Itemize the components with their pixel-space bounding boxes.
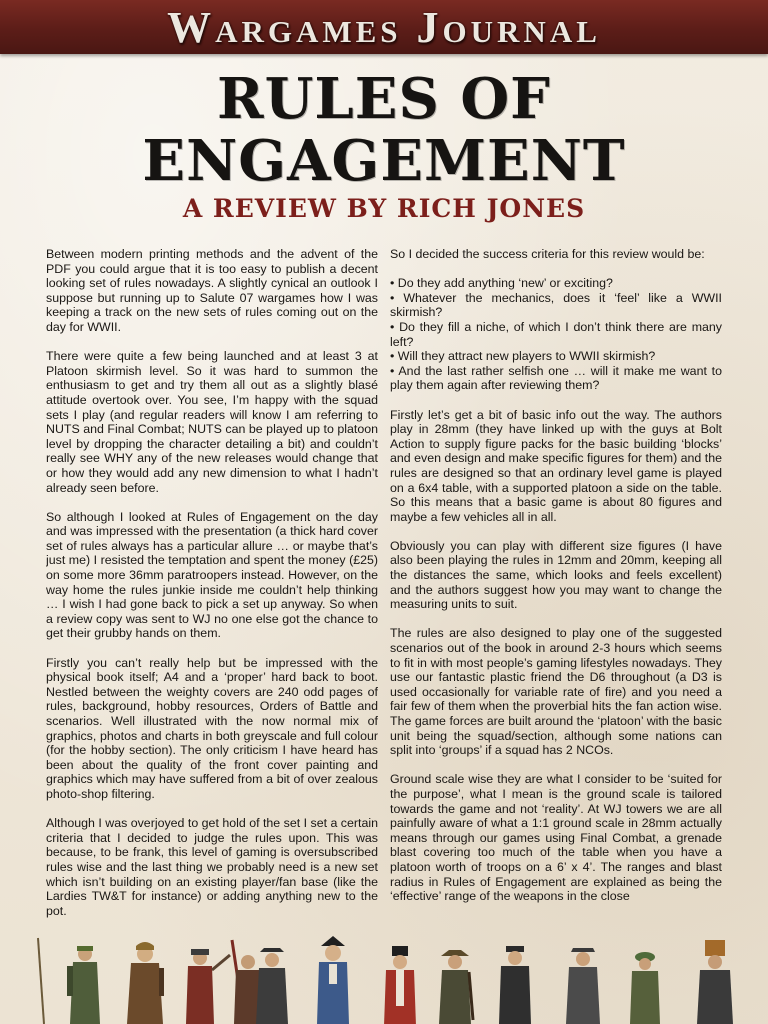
figure-soldier xyxy=(67,946,100,1024)
list-item: • Whatever the mechanics, does it ‘feel’ like a WWII skirmish? xyxy=(390,290,722,320)
figures-illustration xyxy=(0,936,768,1024)
figure-soldier xyxy=(256,948,288,1024)
list-item: • Will they attract new players to WWII skirmish? xyxy=(390,349,656,364)
list-item: • And the last rather selfish one … will it make me want to play them again after reviewing them? xyxy=(390,363,722,393)
figure-soldier xyxy=(384,946,416,1024)
masthead-banner xyxy=(0,0,768,54)
figure-soldier xyxy=(697,940,733,1024)
paragraph: The rules are also designed to play one of the suggested scenarios out of the book in around 2-3 hours which seems to fit in with most people’s gaming lifestyles nowadays. They use our fantastic plastic friend the D6 throughout (a D3 is used occasionally for variable rate of fire) and you need a fair few of them when the proverbial hits the fan action wise. The game forces are built around the ‘platoon’ with the basic unit being the squad/section, although some nations can split into ‘groups’ if a squad has 2 NCOs. xyxy=(390,626,722,758)
paragraph: So although I looked at Rules of Engagement on the day and was impressed with the presentation (a thick hard cover set of rules always has a particular allure … or maybe that’s just me) I resisted the temptation and spent the money (£25) on some more 36mm paratroopers instead. However, on the way home the rules junkie inside me couldn’t help thinking … I wish I had gone back to pick a set up anyway. So when a review copy was sent to WJ no one else got the chance to get their grubby hands on them. xyxy=(46,509,378,641)
headline-line-2: ENGAGEMENT xyxy=(142,128,626,194)
article-headline xyxy=(0,68,768,192)
paragraph: Firstly you can’t really help but be impressed with the physical book itself; A4 and a ‘proper’ hard back to boot. Nestled between the weighty covers are 240 odd pages of rules, background, hobby resources, Orders of Battle and scenarios. Well illustrated with the now normal mix of graphics, photos and charts in both greyscale and full colour (for the hobby section). The only criticism I have heard has been about the quality of the front cover painting and graphics which may have suffered from a bit of over zealous photo-shop filtering. xyxy=(46,655,378,801)
paragraph: Firstly let’s get a bit of basic info out the way. The authors play in 28mm (they have linked up with the guys at Bolt Action to supply figure packs for the basic building ‘blocks’ and even design and make specific figures for them) and the rules are designed so that an ordinary level game is played on a 6x4 table, with a supported platoon a side on the table. So this means that a basic game is about 80 figures and maybe a few vehicles all in all. xyxy=(390,407,722,524)
figure-soldier xyxy=(439,950,473,1024)
paragraph: Ground scale wise they are what I consider to be ‘suited for the purpose’, what I mean is the ground scale is tailored towards the game and not ‘reality’. At WJ towers we are all painfully aware of what a 1:1 ground scale in 28mm actually means through our games using Final Combat, a grenade blast covering too much of the table when you have a platoon worth of troops on a 6’ x 4’. The ranges and blast radius in Rules of Engagement are explained as being the ‘effective’ range of the weapons in the close xyxy=(390,772,722,904)
figure-soldier xyxy=(566,948,600,1024)
article-byline: A REVIEW BY RICH JONES xyxy=(182,194,586,223)
miniature-figures-strip xyxy=(0,936,768,1024)
headline-line-1: RULES OF xyxy=(217,66,551,132)
figure-soldier xyxy=(317,936,349,1024)
criteria-list xyxy=(390,276,722,393)
list-item: • Do they fill a niche, of which I don’t think there are many left? xyxy=(390,319,722,349)
figure-soldier xyxy=(630,952,660,1024)
spear-shaft xyxy=(38,938,44,1024)
paragraph: Between modern printing methods and the advent of the PDF you could argue that it is too easy to publish a decent looking set of rules nowadays. A slightly cynical an outlook I suppose but running up to Salute 07 wargames how I was keeping a track on the new sets of rules coming out on the day for WWII. xyxy=(46,247,378,334)
left-column xyxy=(46,247,378,937)
masthead-title: Wargames Journal xyxy=(167,2,601,52)
figure-soldier xyxy=(186,949,230,1024)
figure-soldier xyxy=(499,946,531,1024)
figure-soldier xyxy=(127,942,164,1024)
paragraph: Although I was overjoyed to get hold of the set I set a certain criteria that I decided to judge the rules upon. This was because, to be frank, this level of gaming is oversubscribed rules wise and the last thing we probably need is a new set which isn’t building on an existing player/fan base (like the Lardies TW&T for instance) or adding anything new to the pot. xyxy=(46,816,378,918)
paragraph-intro: So I decided the success criteria for this review would be: xyxy=(390,247,705,261)
paragraph: There were quite a few being launched and at least 3 at Platoon skirmish level. So it was hard to summon the enthusiasm to get and try them all out as a slightly blasé attitude overtook over. You see, I’m happy with the squad sets I play (and regular readers will know I am referring to NUTS and Final Combat; NUTS can be played up to platoon level by dropping the character detailing a bit) and couldn’t really see WHY any of the new releases would change that or how they would add any new dimension to what I hadn’t already seen before. xyxy=(46,349,378,495)
right-column xyxy=(390,247,722,937)
list-item: • Do they add anything ‘new’ or exciting? xyxy=(390,276,613,291)
paragraph: Obviously you can play with different size figures (I have also been playing the rules in 12mm and 20mm, keeping all the distances the same, which looks and feels excellent) and the authors suggest how you may want to change the measuring units to suit. xyxy=(390,538,722,612)
